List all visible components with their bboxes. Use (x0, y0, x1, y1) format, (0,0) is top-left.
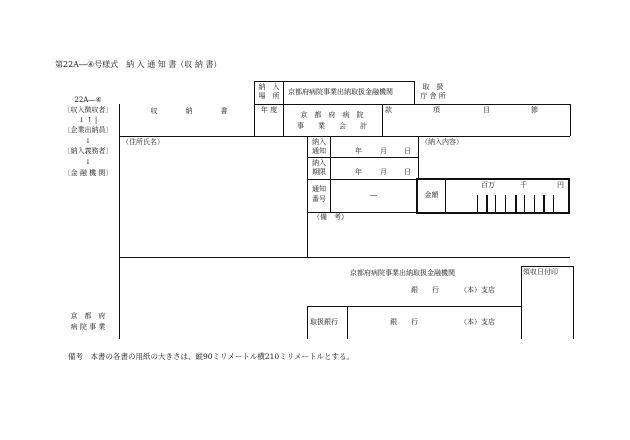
unit-yen: 円 (557, 181, 564, 189)
rule (307, 157, 418, 158)
amount-box-border (416, 178, 570, 180)
notice-number-label: 通知 (312, 185, 326, 193)
rule (347, 306, 348, 339)
rule (119, 104, 120, 257)
payment-place-label: 場 所 (258, 92, 280, 100)
due-date-label: 納入 (312, 159, 326, 167)
rule (445, 178, 446, 213)
digit-separator (505, 195, 506, 212)
flow-step-bank: 〔金 融 機 関〕 (63, 169, 113, 177)
rule (119, 257, 120, 339)
payee-name: 京都府病院事業出納取扱金融機関 (288, 88, 393, 96)
form-title: 第22A―④号様式 納 入 通 知 書（収 納 書） (55, 60, 222, 69)
notice-number-label: 番号 (312, 195, 326, 203)
fiscal-year-label: 年 度 (260, 106, 278, 114)
branch-label: （本）支店 (460, 286, 495, 294)
flow-arrow: ↓ ↑ | (78, 116, 98, 124)
due-date-month: 月 (380, 168, 387, 176)
payment-content-label: （納入内容） (421, 138, 463, 146)
bottom-payee-name: 京都府病院事業出納取扱金融機関 (350, 269, 455, 277)
kan-label: 款 (385, 106, 392, 114)
rule (330, 136, 331, 179)
amount-label: 金額 (424, 191, 439, 199)
remarks-label: （備 考） (313, 213, 348, 221)
address-name-label: （住所氏名） (122, 138, 164, 146)
rule (307, 179, 417, 180)
flow-step-payer: 〔納入義務者〕 (63, 147, 113, 155)
digit-separator (477, 195, 478, 212)
accounting-name: 京 都 府 病 院 (300, 111, 364, 119)
rule (570, 104, 571, 136)
handling-office-label: 取 扱 (422, 83, 444, 91)
digit-separator (543, 195, 545, 212)
unit-million: 百万 (481, 181, 495, 189)
digit-separator (495, 195, 496, 212)
org-name-line1: 京 都 府 (70, 312, 106, 320)
rule (573, 266, 574, 339)
rule (330, 179, 331, 212)
bank-label: 銀 行 (411, 286, 439, 294)
receipt-stamp-label: 領収日付印 (523, 268, 558, 276)
notice-date-month: 月 (380, 147, 387, 155)
rule (254, 81, 414, 82)
rule (307, 306, 521, 307)
org-name-line2: 病 院 事 業 (70, 323, 106, 331)
digit-separator (486, 195, 488, 212)
amount-box-border (568, 178, 570, 214)
rule (418, 136, 419, 178)
notice-date-year: 年 (355, 147, 362, 155)
notice-number-dash: ― (370, 191, 377, 199)
rule (382, 104, 383, 136)
notice-date-label: 納入 (312, 138, 326, 146)
digit-separator (524, 195, 525, 212)
unit-thousand: 千 (520, 181, 527, 189)
payment-place-label: 納 入 (258, 83, 280, 91)
rule (120, 136, 570, 137)
receipt-title: 収 納 書 (150, 107, 228, 115)
handling-bank-label: 取扱銀行 (310, 318, 338, 326)
due-date-year: 年 (355, 168, 362, 176)
digit-separator (515, 195, 517, 212)
notice-date-label: 通知 (312, 147, 326, 155)
flow-arrow: ↓ (85, 137, 91, 145)
notice-date-day: 日 (404, 147, 411, 155)
handling-branch-name: （本）支店 (460, 318, 495, 326)
digit-separator (534, 195, 535, 212)
amount-box-border (416, 212, 570, 214)
footer-note: 備考 本書の各書の用紙の大きさは、縦90ミリメートル横210ミリメートルとする。 (68, 352, 355, 361)
flow-step-cashier: 〔企業出納員〕 (63, 126, 113, 134)
accounting-name: 事 業 会 計 (297, 122, 367, 130)
rule (521, 266, 573, 267)
digit-separator (553, 195, 554, 212)
rule (120, 257, 570, 258)
setsu-label: 節 (531, 106, 538, 114)
due-date-day: 日 (404, 168, 411, 176)
moku-label: 目 (483, 106, 490, 114)
handling-office-label: 庁 舎 所 (420, 92, 446, 100)
flow-step-collector: 〔収入徴収者〕 (63, 106, 113, 114)
kou-label: 項 (433, 106, 440, 114)
rule (254, 104, 570, 105)
handling-bank-name: 銀 行 (390, 318, 418, 326)
due-date-label: 期限 (312, 168, 326, 176)
form-code: 22A―④ (74, 96, 102, 104)
flow-arrow: ↓ (85, 158, 91, 166)
rule (521, 266, 522, 339)
rule (307, 306, 308, 339)
